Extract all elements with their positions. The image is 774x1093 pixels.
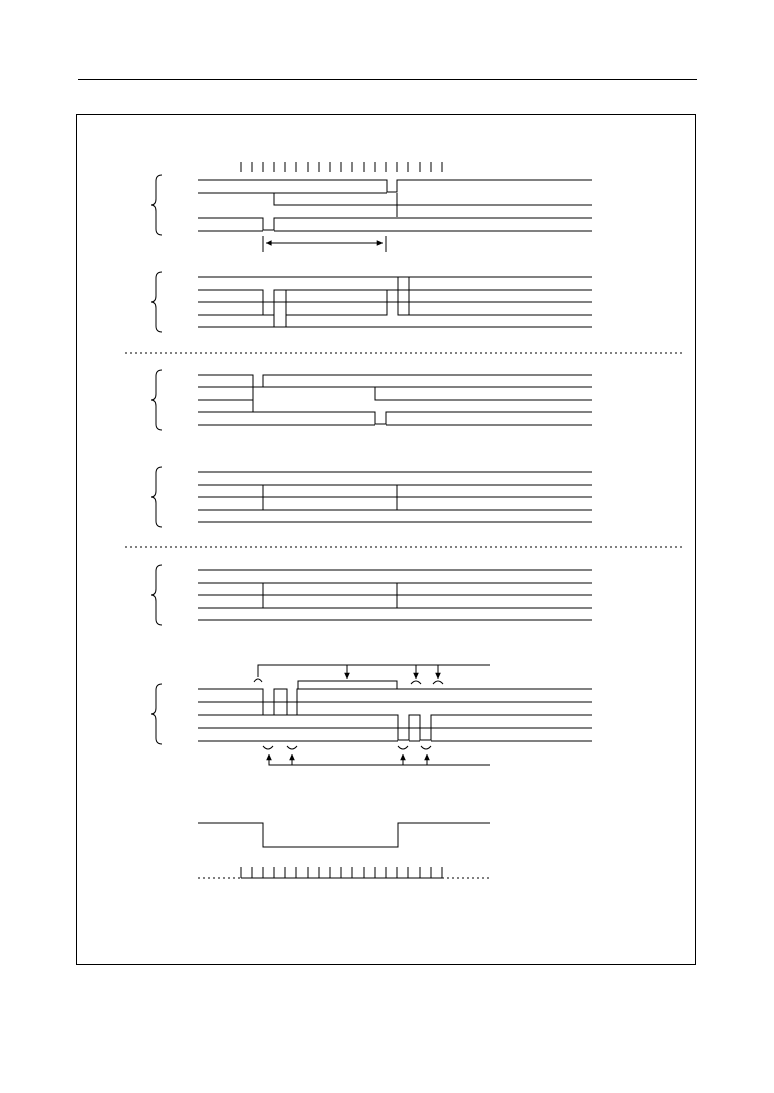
- clock-ticks-bottom: [198, 867, 490, 878]
- signal-group-2: [151, 272, 592, 332]
- signal-group-5: [151, 565, 592, 625]
- group-brace: [151, 684, 162, 744]
- group-brace: [151, 370, 162, 430]
- clock-ticks-top: [241, 162, 442, 172]
- signal-group-1: [151, 175, 592, 252]
- signal-group-4: [151, 467, 592, 527]
- group-brace: [151, 175, 162, 235]
- signal-group-6: [151, 665, 592, 765]
- group-brace: [151, 272, 162, 332]
- group-brace: [151, 467, 162, 527]
- enable-waveform: [198, 823, 490, 847]
- group-brace: [151, 565, 162, 625]
- signal-group-3: [151, 370, 592, 430]
